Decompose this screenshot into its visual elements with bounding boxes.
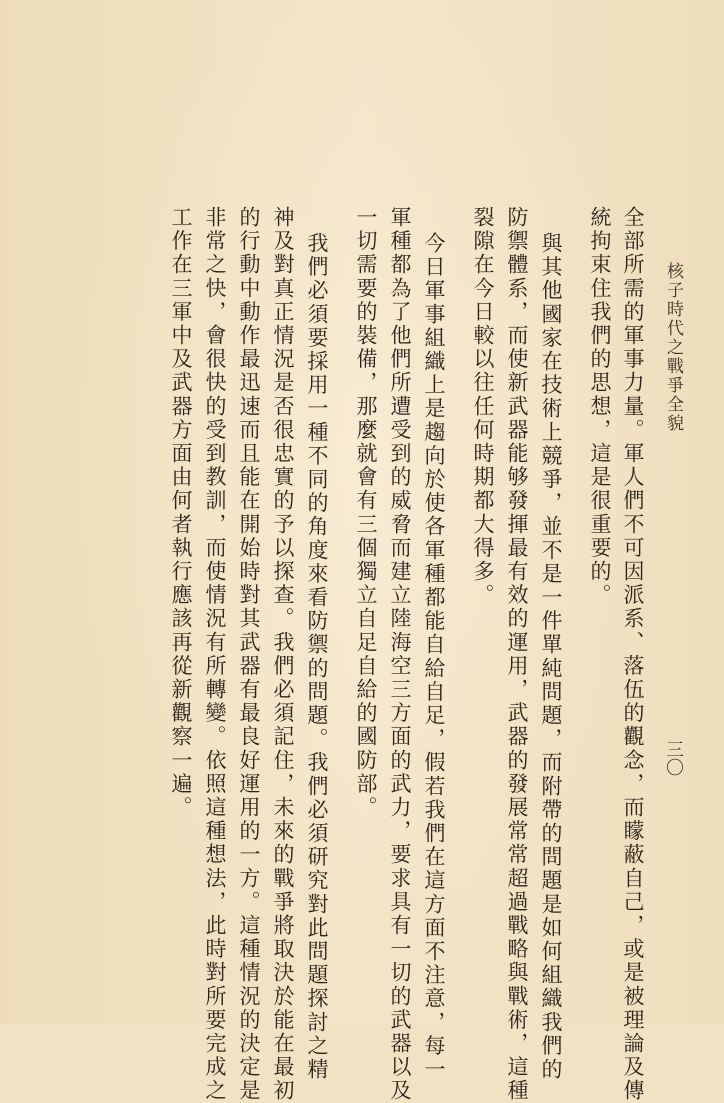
page-number: 三〇	[663, 740, 684, 776]
running-head: 核子時代之戰爭全貌	[663, 262, 683, 433]
text-line: 統拘束住我們的思想，這是很重要的。	[588, 206, 612, 608]
text-line: 軍種都為了他們所遭受到的威脅而建立陸海空三方面的武力，要求具有一切的武器以及	[388, 206, 412, 1103]
text-line: 一切需要的裝備，那麼就會有三個獨立自足自給的國防部。	[354, 206, 378, 820]
text-line: 防禦體系，而使新武器能够發揮最有效的運用，武器的發展常常超過戰略與戰術，這種	[505, 206, 529, 1103]
text-line: 全部所需的軍事力量。軍人們不可因派系、落伍的觀念，而矇蔽自己，或是被理論及傳	[621, 206, 645, 1103]
text-line: 的行動中動作最迅速而且能在開始時對其武器有最良好運用的一方。這種情況的決定是	[237, 206, 261, 1103]
text-line: 工作在三軍中及武器方面由何者執行應該再從新觀察一遍。	[169, 206, 193, 820]
text-line: 今日軍事組織上是趨向於使各軍種都能自給自足，假若我們在這方面不注意，每一	[422, 232, 446, 1082]
text-line: 與其他國家在技術上競爭，並不是一件單純問題，而附帶的問題是如何組織我們的	[539, 232, 563, 1082]
text-line: 裂隙在今日較以往任何時期都大得多。	[471, 206, 495, 608]
text-line: 我們必須要採用一種不同的角度來看防禦的問題。我們必須研究對此問題探討之精	[305, 232, 329, 1082]
text-line: 神及對真正情況是否很忠實的予以探查。我們必須記住，未來的戰爭將取決於能在最初	[271, 206, 295, 1103]
text-line: 非常之快，會很快的受到教訓，而使情況有所轉變。依照這種想法，此時對所要完成之	[203, 206, 227, 1103]
